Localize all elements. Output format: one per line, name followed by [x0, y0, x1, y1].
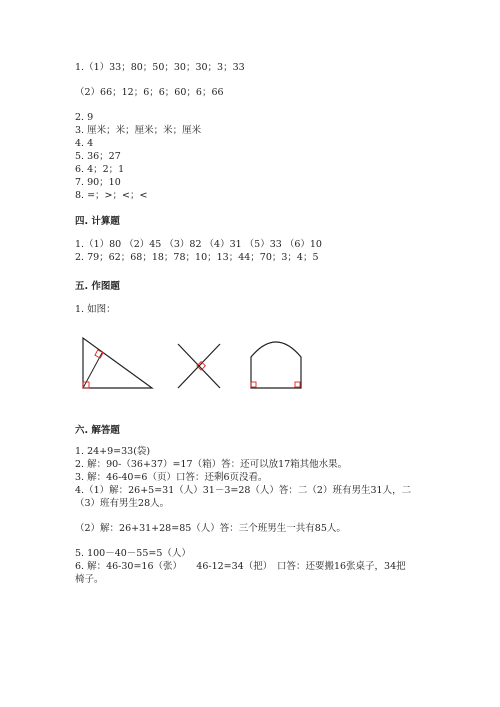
perpendicular-lines-figure: [176, 342, 222, 390]
calc-answer-1: 1.（1）80 （2）45 （3）82 （4）31 （5）33 （6）10: [75, 239, 322, 250]
answer-4: 4. 4: [75, 138, 94, 149]
drawing-answer-1: 1. 如图：: [75, 304, 116, 315]
calc-answer-2: 2. 79；62；68；18；78；10；13；44；70；3；4；5: [75, 252, 319, 263]
answer-7: 7. 90；10: [75, 177, 121, 188]
problem-answer-4a: 4.（1）解：26+5=31（人）31－3=28（人）答：二（2）班有男生31人，二: [75, 485, 412, 496]
problem-answer-4c: （2）解：26+31+28=85（人）答：三个班男生一共有85人。: [75, 523, 346, 534]
answer-3: 3. 厘米；米；厘米；米；厘米: [75, 125, 202, 136]
answer-5: 5. 36；27: [75, 151, 121, 162]
answer-2: 2. 9: [75, 112, 94, 123]
section-6-title: 六. 解答题: [75, 425, 120, 436]
right-triangle-figure: [80, 335, 156, 391]
problem-answer-3: 3. 解：46-40=6（页）口答：还剩6页没看。: [75, 472, 268, 483]
problem-answer-6a: 6. 解：46-30=16（张） 46-12=34（把） 口答：还要搬16张桌子，34把: [75, 561, 406, 572]
arch-shape-figure: [247, 335, 305, 391]
problem-answer-4b: （3）班有男生28人。: [75, 498, 170, 509]
section-4-title: 四. 计算题: [75, 216, 120, 227]
answer-8: 8. =；>；<；<: [75, 190, 148, 201]
answer-1-2: （2）66；12；6；6；60；6；66: [75, 87, 224, 98]
answer-1-1: 1.（1）33；80；50；30；30；3；33: [75, 62, 245, 73]
problem-answer-2: 2. 解：90-（36+37）=17（箱）答：还可以放17箱其他水果。: [75, 459, 348, 470]
section-5-title: 五. 作图题: [75, 281, 120, 292]
problem-answer-6b: 椅子。: [75, 574, 104, 585]
problem-answer-5: 5. 100－40－55=5（人）: [75, 548, 191, 559]
problem-answer-1: 1. 24+9=33(袋): [75, 446, 151, 457]
answer-6: 6. 4；2；1: [75, 164, 125, 175]
